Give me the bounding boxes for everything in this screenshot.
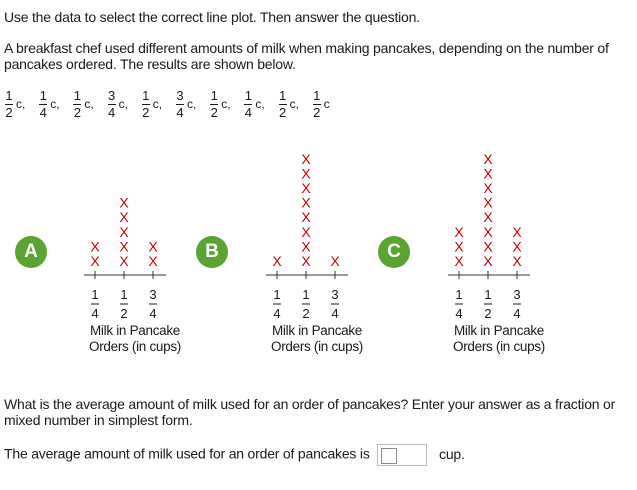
choice-a-button[interactable]: A xyxy=(15,236,47,268)
data-value-unit: c, xyxy=(50,97,60,111)
data-value-numerator: 1 xyxy=(313,88,321,103)
tick-label-denominator: 2 xyxy=(120,306,128,321)
data-mark-x: X xyxy=(512,223,522,240)
question-line-1: What is the average amount of milk used for an order of pancakes? Enter your answer as a fraction or xyxy=(4,396,616,412)
data-value-unit: c, xyxy=(221,97,231,111)
tick-label-numerator: 3 xyxy=(513,287,521,302)
data-mark-x: X xyxy=(483,223,493,240)
tick-label-numerator: 1 xyxy=(484,287,492,302)
data-values-row xyxy=(4,88,604,124)
tick-label-denominator: 4 xyxy=(331,306,339,321)
x-axis-label-line-1: Milk in Pancake xyxy=(89,323,181,338)
data-mark-x: X xyxy=(90,253,100,269)
data-value-unit: c, xyxy=(118,97,128,111)
line-plot-b xyxy=(272,140,382,360)
data-mark-x: X xyxy=(119,253,129,269)
data-value-denominator: 2 xyxy=(142,105,150,120)
line-plot-c xyxy=(454,140,564,360)
data-value-denominator: 2 xyxy=(210,105,218,120)
data-mark-x: X xyxy=(301,238,311,255)
data-mark-x: X xyxy=(301,253,311,269)
data-mark-x: X xyxy=(119,209,129,226)
data-mark-x: X xyxy=(483,238,493,255)
tick-label-numerator: 1 xyxy=(302,287,310,302)
x-axis-label xyxy=(262,323,372,355)
problem-line-1: A breakfast chef used different amounts of milk when making pancakes, depending on the number of xyxy=(4,40,609,56)
data-mark-x: X xyxy=(483,165,493,182)
line-plot-svg xyxy=(90,140,200,320)
data-value-denominator: 4 xyxy=(107,105,116,120)
problem-line-2: pancakes ordered. The results are shown below. xyxy=(4,56,296,72)
tick-label-numerator: 1 xyxy=(91,287,99,302)
data-value-unit: c, xyxy=(84,97,94,111)
data-mark-x: X xyxy=(272,253,282,269)
data-value-numerator: 1 xyxy=(5,88,13,103)
data-mark-x: X xyxy=(301,180,311,196)
data-value-denominator: 4 xyxy=(39,105,47,120)
answer-row xyxy=(4,444,465,466)
line-plot-a xyxy=(90,140,200,360)
tick-label-numerator: 3 xyxy=(149,287,157,302)
x-axis-label xyxy=(444,323,554,355)
data-mark-x: X xyxy=(301,223,311,240)
data-mark-x: X xyxy=(301,194,311,211)
data-value-unit: c, xyxy=(152,97,163,111)
x-axis-label-line-2: Orders (in cups) xyxy=(453,339,545,354)
instruction-text: Use the data to select the correct line plot. Then answer the question. xyxy=(4,9,420,25)
data-value-numerator: 3 xyxy=(107,88,116,103)
data-value-unit: c, xyxy=(16,97,26,111)
data-mark-x: X xyxy=(90,238,100,255)
choice-c-button[interactable]: C xyxy=(378,236,410,268)
line-plot-svg xyxy=(272,140,382,320)
x-axis-label-line-1: Milk in Pancake xyxy=(453,323,545,338)
data-mark-x: X xyxy=(148,253,158,269)
problem-text xyxy=(4,40,609,72)
answer-input[interactable] xyxy=(377,444,427,466)
answer-suffix: cup. xyxy=(439,445,465,462)
tick-label-denominator: 4 xyxy=(513,306,521,321)
data-value-denominator: 4 xyxy=(176,105,184,120)
tick-label-numerator: 1 xyxy=(273,287,281,302)
data-mark-x: X xyxy=(301,209,311,226)
tick-label-numerator: 1 xyxy=(120,287,128,302)
data-mark-x: X xyxy=(483,209,493,226)
data-value-unit: c xyxy=(323,97,330,111)
data-value-denominator: 2 xyxy=(5,105,13,120)
data-value-unit: c, xyxy=(187,97,197,111)
data-mark-x: X xyxy=(512,253,522,269)
data-mark-x: X xyxy=(454,253,464,269)
answer-input-field[interactable] xyxy=(381,448,397,464)
data-mark-x: X xyxy=(148,238,158,255)
choice-b-button[interactable]: B xyxy=(196,236,228,268)
data-value-numerator: 1 xyxy=(278,88,287,103)
tick-label-denominator: 4 xyxy=(273,306,281,321)
data-value-numerator: 1 xyxy=(142,88,150,103)
data-value-denominator: 2 xyxy=(278,105,287,120)
data-value-denominator: 2 xyxy=(313,105,321,120)
data-mark-x: X xyxy=(119,194,129,211)
question-text xyxy=(4,396,615,428)
tick-label-denominator: 2 xyxy=(302,306,310,321)
question-line-2: mixed number in simplest form. xyxy=(4,412,193,428)
tick-label-numerator: 3 xyxy=(331,287,339,302)
data-mark-x: X xyxy=(483,194,493,211)
data-value-numerator: 1 xyxy=(210,88,218,103)
tick-label-numerator: 1 xyxy=(455,287,463,302)
data-value-numerator: 1 xyxy=(244,88,252,103)
tick-label-denominator: 4 xyxy=(91,306,99,321)
data-mark-x: X xyxy=(454,238,464,255)
data-mark-x: X xyxy=(301,150,311,167)
data-mark-x: X xyxy=(483,253,493,269)
x-axis-label xyxy=(80,323,190,355)
tick-label-denominator: 4 xyxy=(149,306,157,321)
data-mark-x: X xyxy=(301,165,311,182)
data-mark-x: X xyxy=(483,150,493,167)
answer-prefix: The average amount of milk used for an order of pancakes is xyxy=(4,445,370,462)
data-value-numerator: 1 xyxy=(39,88,47,103)
x-axis-label-line-2: Orders (in cups) xyxy=(89,339,181,354)
data-value-denominator: 4 xyxy=(244,105,252,120)
data-mark-x: X xyxy=(454,223,464,240)
data-value-numerator: 1 xyxy=(73,88,81,103)
tick-label-denominator: 2 xyxy=(484,306,492,321)
data-value-denominator: 2 xyxy=(73,105,81,120)
data-mark-x: X xyxy=(512,238,522,255)
tick-label-denominator: 4 xyxy=(455,306,463,321)
data-mark-x: X xyxy=(483,180,493,196)
data-value-unit: c, xyxy=(289,97,299,111)
data-mark-x: X xyxy=(330,253,340,269)
data-value-numerator: 3 xyxy=(176,88,184,103)
data-value-unit: c, xyxy=(255,97,265,111)
x-axis-label-line-2: Orders (in cups) xyxy=(271,339,363,354)
line-plot-svg xyxy=(454,140,564,320)
data-mark-x: X xyxy=(119,238,129,255)
x-axis-label-line-1: Milk in Pancake xyxy=(271,323,363,338)
data-mark-x: X xyxy=(119,223,129,240)
